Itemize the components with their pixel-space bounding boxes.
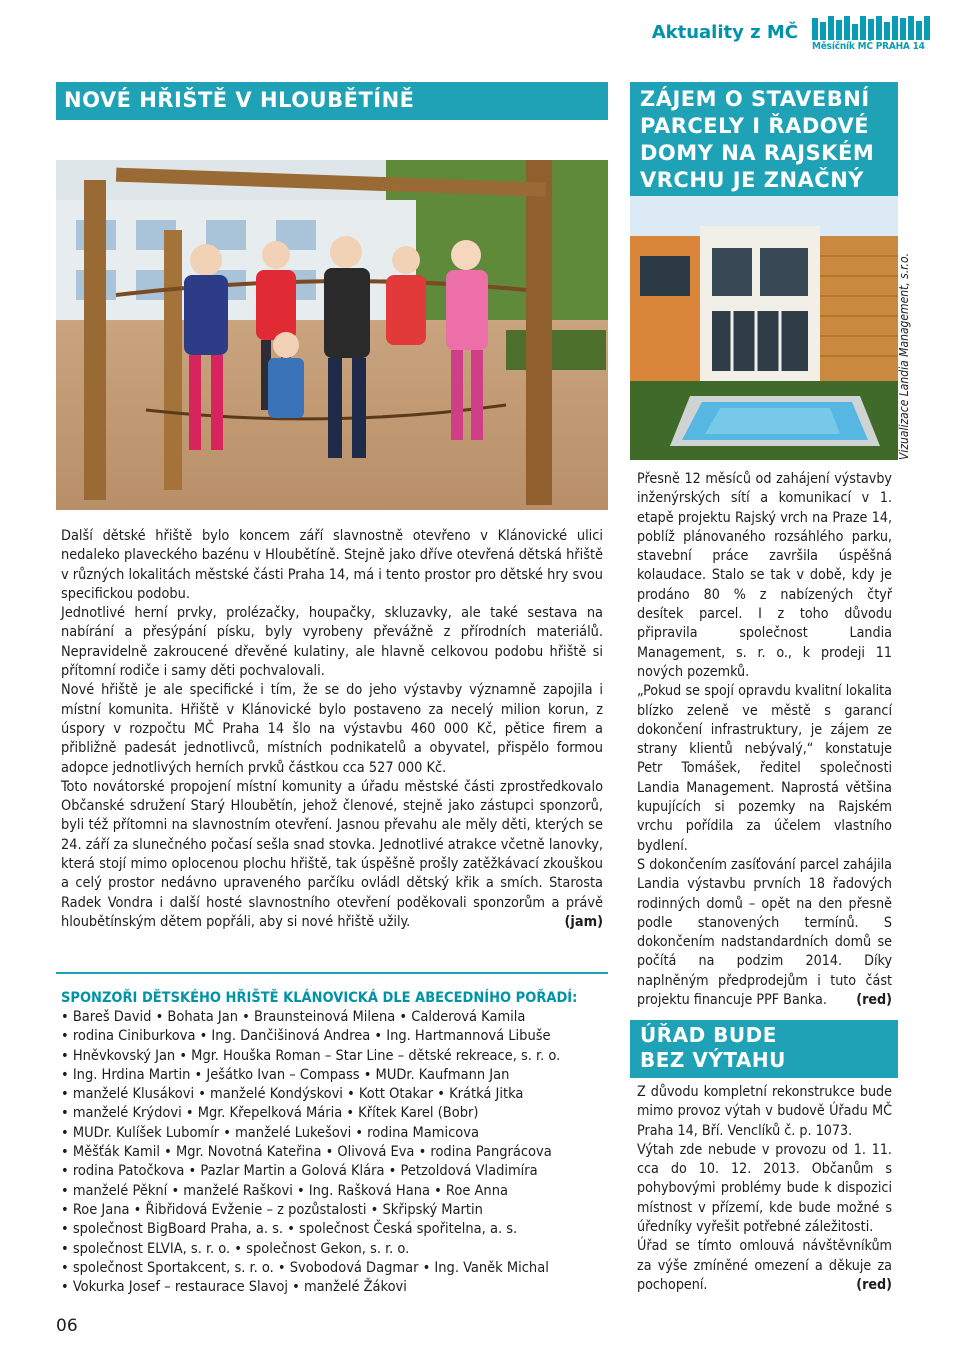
notice-paragraph-text: Úřad se tímto omlouvá návštěvníkům za výše zmíněné omezení a děkuje za pochopení. xyxy=(637,1238,892,1293)
article-paragraph-text: S dokončením zasíťování parcel zahájila Landia výstavbu prvních 18 řadových rodinných domů – opět na den přesně podle stanovených termínů. S dokončením nadstandardních domů se počítá na podzim 2014. Díky naplněným předprodejům i tuto část projektu financuje PPF Banka. xyxy=(637,856,892,1009)
logo-text: Měsíčník MČ PRAHA 14 xyxy=(812,41,925,52)
notice-body xyxy=(637,1083,892,1295)
article-body xyxy=(61,527,603,932)
playground-photo xyxy=(56,160,608,510)
notice-paragraph: Z důvodu kompletní rekonstrukce bude mimo provoz výtah v budově Úřadu MČ Praha 14, Bří. Venclíků č. p. 1073. xyxy=(637,1084,892,1139)
sponsors-divider xyxy=(56,972,608,974)
page-number: 06 xyxy=(56,1316,78,1336)
sponsors-title: SPONZOŘI DĚTSKÉHO HŘIŠTĚ KLÁNOVICKÁ DLE ABECEDNÍHO POŘADÍ: xyxy=(61,990,578,1006)
article-paragraph-text: Toto novátorské propojení místní komunity a úřadu městské části zprostředkovalo Občanské sdružení Starý Hloubětín, jehož členové, stejně jako zástupci sponzorů, byli též přítomni na slavnostním otevření. Jasnou převahu ale měly děti, kterých se 24. září za slunečného počasí sešla snad stovka. Jednotlivé atrakce včetně lanovky, která stojí mimo oplocenou plochu hřiště, tak úspěšně prošly zatěžkávací zkouškou a celý prostor nedávno upraveného parčíku ovládl dětský křik a smích. Starosta Radek Vondra i další hosté slavnostního otevření poděkovali sponzorům a právě hloubětínským dětem popřáli, aby si nové hřiště užily. xyxy=(61,778,603,930)
article-paragraph: Přesně 12 měsíců od zahájení výstavby inženýrských sítí a komunikací v 1. etapě projektu Rajský vrch na Praze 14, poblíž plánovaného rozsáhlého parku, stavební práce završila úspěšná kolaudace. Stalo se tak v době, kdy je prodáno 80 % z nabízených čtyř desítek parcel. I z toho důvodu připravila společnost Landia Management, s. r. o., k prodeji 11 nových pozemků. xyxy=(637,471,892,680)
article-paragraph: Jednotlivé herní prvky, prolézačky, houpačky, skluzavky, ale také sestava na nabírání a přesýpání písku, byly vyrobeny převážně z přírodních materiálů. Nepravidelně zakroucené dřevěné kulatiny, ale hlavně celkovou podobu hřiště si přítomní rodiče i samy děti pochvalovali. xyxy=(61,605,603,680)
sponsor-line: • společnost BigBoard Praha, a. s. • společnost Česká spořitelna, a. s. xyxy=(61,1221,518,1238)
sponsor-line: • manželé Krýdovi • Mgr. Křepelková Mária • Křítek Karel (Bobr) xyxy=(61,1105,479,1122)
author-signature: (jam) xyxy=(564,913,603,930)
article-paragraph xyxy=(637,856,892,1010)
article-headline-right: ZÁJEM O STAVEBNÍ PARCELY I ŘADOVÉ DOMY NA RAJSKÉM VRCHU JE ZNAČNÝ xyxy=(630,82,898,196)
author-signature: (red) xyxy=(856,992,892,1009)
sponsor-line: • Měšťák Kamil • Mgr. Novotná Kateřina • Olivová Eva • rodina Pangrácova xyxy=(61,1144,552,1161)
logo-bars-icon xyxy=(812,16,932,40)
sponsor-line: • Hněvkovský Jan • Mgr. Houška Roman – Star Line – dětské rekreace, s. r. o. xyxy=(61,1047,561,1064)
right-article-body xyxy=(637,470,892,1010)
author-signature: (red) xyxy=(856,1276,892,1293)
sponsor-line: • Ing. Hrdina Martin • Ješátko Ivan – Compass • MUDr. Kaufmann Jan xyxy=(61,1066,510,1083)
sponsors-list xyxy=(61,1008,606,1297)
sponsor-line: • rodina Ciniburkova • Ing. Dančišinová Andrea • Ing. Hartmannová Libuše xyxy=(61,1028,551,1045)
sponsor-line: • společnost Sportakcent, s. r. o. • Svobodová Dagmar • Ing. Vaněk Michal xyxy=(61,1259,549,1276)
article-paragraph: Nové hřiště je ale specifické i tím, že se do jeho výstavby významně zapojila i místní komunita. Hřiště v Klánovické bylo postaveno za necelý milion korun, z úspory v rozpočtu MČ Praha 14 šlo na výstavbu 460 000 Kč, pětice firem a přibližně padesát jednotlivců, místních podnikatelů a obyvatel, přispělo formou adopce jednotlivých herních prvků částkou cca 527 000 Kč. xyxy=(61,682,603,776)
sponsor-line: • rodina Patočkova • Pazlar Martin a Golová Klára • Petzoldová Vladimíra xyxy=(61,1163,538,1180)
sponsor-line: • manželé Klusákovi • manželé Kondýskovi • Kott Otakar • Krátká Jitka xyxy=(61,1086,524,1103)
photo-credit: Vizualizace Landia Management, s.r.o. xyxy=(897,253,911,460)
notice-headline-line: ÚŘAD BUDE xyxy=(640,1023,777,1047)
notice-headline xyxy=(630,1020,898,1078)
sponsor-line: • manželé Pěkní • manželé Raškovi • Ing. Rašková Hana • Roe Anna xyxy=(61,1182,508,1199)
article-headline: NOVÉ HŘIŠTĚ V HLOUBĚTÍNĚ xyxy=(56,82,608,120)
notice-paragraph xyxy=(637,1237,892,1295)
article-paragraph xyxy=(61,778,603,932)
sponsor-line: • Bareš David • Bohata Jan • Braunsteinová Milena • Calderová Kamila xyxy=(61,1009,526,1025)
sponsor-line: • MUDr. Kulíšek Lubomír • manželé Lukešovi • rodina Mamicova xyxy=(61,1124,479,1141)
article-paragraph: Další dětské hřiště bylo koncem září slavnostně otevřeno v Klánovické ulici nedaleko plaveckého bazénu v Hloubětíně. Stejně jako dříve otevřená dětská hřiště v různých lokalitách městské části Praha 14, má i tento prostor pro dětské hry svou specifickou podobu. xyxy=(61,528,603,602)
house-visualization-photo xyxy=(630,196,898,460)
sponsor-line: • společnost ELVIA, s. r. o. • společnost Gekon, s. r. o. xyxy=(61,1240,410,1257)
article-paragraph: „Pokud se spojí opravdu kvalitní lokalita blízko zeleně ve městě s garancí dokončení infrastruktury, je zájem ze strany klientů nebývalý,“ konstatuje Petr Tomášek, ředitel společnosti Landia Management. Naprostá většina kupujících si pozemky na Rajském vrchu pořídila za účelem vlastního bydlení. xyxy=(637,683,892,854)
sponsor-line: • Vokurka Josef – restaurace Slavoj • manželé Žákovi xyxy=(61,1279,407,1296)
notice-headline-line: BEZ VÝTAHU xyxy=(640,1048,786,1072)
sponsor-line: • Roe Jana • Řibřidová Evženie – z pozůstalosti • Skřipský Martin xyxy=(61,1201,483,1218)
magazine-logo xyxy=(812,16,932,54)
section-title: Aktuality z MČ xyxy=(651,22,798,43)
notice-paragraph: Výtah zde nebude v provozu od 1. 11. cca do 10. 12. 2013. Občanům s pohybovými problémy bude k dispozici místnost v přízemí, kde bude možné s úředníky vyřešit potřebné záležitosti. xyxy=(637,1141,892,1236)
